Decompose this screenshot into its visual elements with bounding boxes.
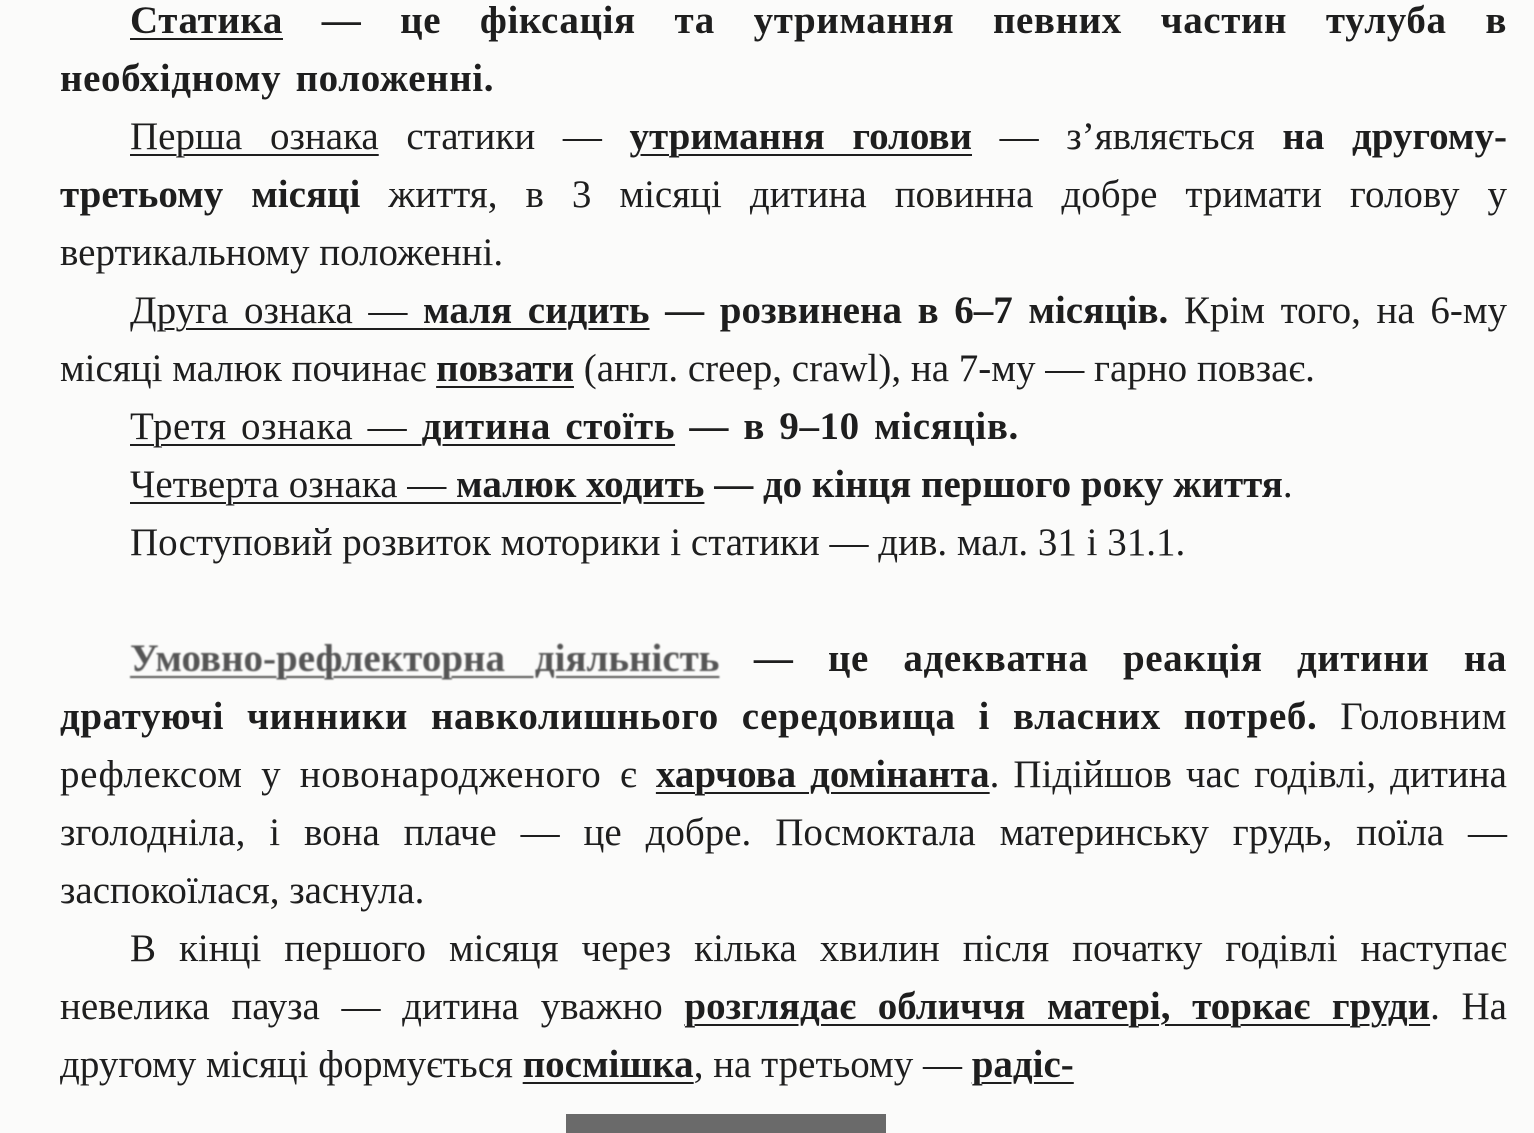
joy-term: радіс- (971, 1043, 1074, 1086)
paragraph-statics-definition (60, 0, 1507, 108)
paragraph-third-sign (60, 398, 1507, 456)
six-seven-months: — розвинена в 6–7 місяців. (649, 289, 1169, 332)
crawl-term: повзати (436, 347, 574, 390)
fourth-sign-period: . (1282, 463, 1293, 506)
baby-sits-term: маля сидить (423, 289, 650, 332)
conditioned-reflex-term: Умовно-рефлекторна діяльність (130, 637, 720, 680)
first-month-text-1: В кінці першого місяця через кілька хвилин після початку годівлі наступає невелика пауза — дитина уважно (60, 927, 1507, 1028)
first-sign-label: Перша ознака (130, 115, 379, 158)
food-dominant-term: харчова домінанта (655, 753, 990, 796)
smile-term: посмішка (522, 1043, 694, 1086)
reflex-text-2: . Підійшов час годівлі, дитина зголодніла, і вона плаче — це добре. Посмоктала материнську грудь, поїла — заспокоїлася, заснула. (60, 753, 1507, 912)
figure-reference-text: Поступовий розвиток моторики і статики — див. мал. 31 і 31.1. (130, 521, 1186, 564)
child-stands-term: дитина стоїть (421, 405, 676, 448)
paragraph-conditioned-reflex (60, 630, 1507, 920)
third-sign-label: Третя ознака — (130, 405, 422, 448)
fourth-sign-label: Четверта ознака — (130, 463, 457, 506)
reflex-text-1: Головним рефлексом у новонародженого є (60, 695, 1507, 796)
document-page (60, 0, 1507, 1094)
end-of-first-year: — до кінця першого року життя (704, 463, 1283, 506)
nine-ten-months: — в 9–10 місяців. (675, 405, 1019, 448)
second-sign-text-1: Крім того, на 6-му місяці малюк починає (60, 289, 1507, 390)
paragraph-first-sign (60, 108, 1507, 282)
baby-walks-term: малюк ходить (456, 463, 705, 506)
second-sign-label: Друга ознака — (130, 289, 424, 332)
head-holding-term: утримання голови (629, 115, 972, 158)
first-month-text-2: . На другому місяці формується (60, 985, 1507, 1086)
section-gap (60, 572, 1507, 630)
second-sign-text-2: (англ. creep, crawl), на 7-му — гарно повзає. (573, 347, 1315, 390)
paragraph-fourth-sign (60, 456, 1507, 514)
first-sign-text-2: — з’являється (972, 115, 1283, 158)
first-sign-text-1: статики — (378, 115, 630, 158)
paragraph-second-sign (60, 282, 1507, 398)
paragraph-first-month (60, 920, 1507, 1094)
figure-top-edge (566, 1114, 886, 1133)
statics-definition: — це фіксація та утримання певних частин тулуба в необхідному положенні. (60, 0, 1507, 100)
term-statics: Статика (130, 0, 283, 42)
first-sign-text-3: життя, в 3 місяці дитина повинна добре тримати голову у вертикальному положенні. (60, 173, 1507, 274)
first-month-text-3: , на третьому — (693, 1043, 972, 1086)
second-third-month: на другому-третьому місяці (60, 115, 1507, 216)
conditioned-reflex-definition: — це адекватна реакція дитини на дратуючі чинники навколишнього середовища і власних потреб. (60, 637, 1507, 738)
paragraph-figure-reference (60, 514, 1507, 572)
looks-at-mother-term: розглядає обличчя матері, торкає груди (684, 985, 1431, 1028)
